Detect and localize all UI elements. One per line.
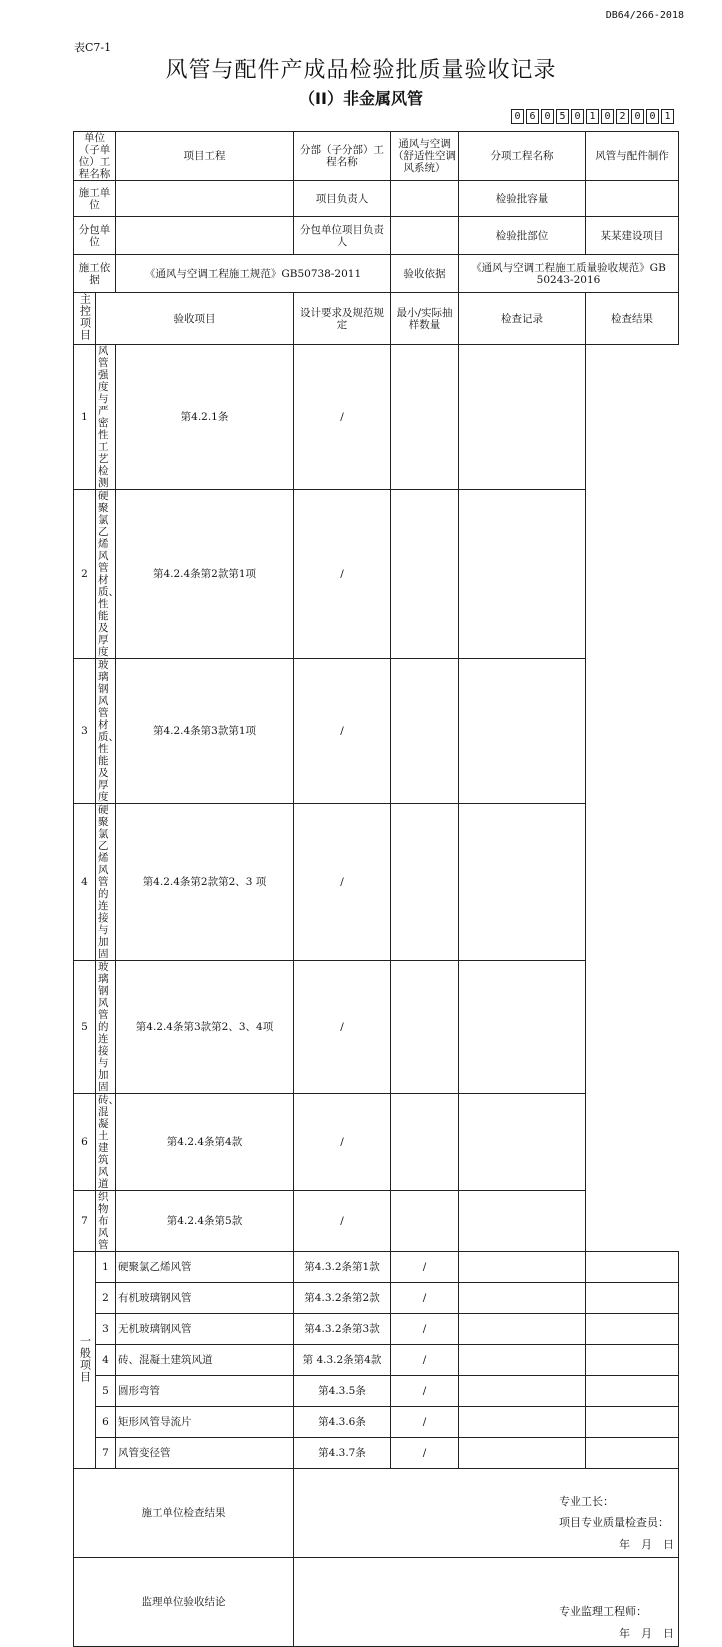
inspection-table [73, 131, 679, 1647]
pm-value[interactable] [391, 181, 459, 217]
item-name: 风管强度与严密性工艺检测 [96, 345, 116, 490]
item-sample[interactable]: / [391, 1283, 459, 1314]
table-row [74, 804, 679, 961]
item-sample[interactable]: / [294, 1094, 391, 1191]
item-number: 6 [96, 1407, 116, 1438]
item-result[interactable] [586, 1345, 679, 1376]
item-number: 3 [74, 659, 96, 804]
table-row [74, 1094, 679, 1191]
item-number: 3 [96, 1314, 116, 1345]
basis-label: 施工依据 [74, 255, 116, 293]
code-digit: 0 [571, 109, 584, 124]
item-sample[interactable]: / [391, 1438, 459, 1469]
code-digit: 0 [631, 109, 644, 124]
item-number: 4 [96, 1345, 116, 1376]
item-number: 2 [74, 490, 96, 659]
item-name: 矩形风管导流片 [116, 1407, 294, 1438]
main-items-label: 主控项目 [74, 293, 96, 345]
table-row [74, 1438, 679, 1469]
code-digit: 5 [556, 109, 569, 124]
item-result[interactable] [459, 659, 586, 804]
item-record[interactable] [459, 1376, 586, 1407]
item-record[interactable] [391, 345, 459, 490]
general-items-label: 一般项目 [74, 1252, 96, 1469]
item-name: 玻璃钢风管的连接与加固 [96, 961, 116, 1094]
item-label: 分项工程名称 [459, 132, 586, 181]
table-row [74, 659, 679, 804]
item-result[interactable] [459, 490, 586, 659]
code-digit: 0 [646, 109, 659, 124]
supervision-area[interactable] [294, 1558, 679, 1647]
col-sample-header: 最小/实际抽样数量 [391, 293, 459, 345]
code-digit: 0 [541, 109, 554, 124]
code-digit: 0 [601, 109, 614, 124]
item-number: 7 [96, 1438, 116, 1469]
item-sample[interactable]: / [294, 659, 391, 804]
item-record[interactable] [391, 490, 459, 659]
accept-basis-label: 验收依据 [391, 255, 459, 293]
item-record[interactable] [459, 1438, 586, 1469]
form-number: 表C7-1 [74, 41, 112, 54]
page-subtitle: （II）非金属风管 [299, 89, 423, 108]
item-name: 硬聚氯乙烯风管 [116, 1252, 294, 1283]
code-digit: 6 [526, 109, 539, 124]
item-name: 织物布风管 [96, 1191, 116, 1252]
item-result[interactable] [586, 1407, 679, 1438]
col-design-header: 设计要求及规范规定 [294, 293, 391, 345]
table-row [74, 1376, 679, 1407]
item-spec: 第4.2.4条第3款第1项 [116, 659, 294, 804]
construct-value[interactable] [116, 181, 294, 217]
code-boxes [509, 109, 674, 124]
item-name: 圆形弯管 [116, 1376, 294, 1407]
item-record[interactable] [459, 1407, 586, 1438]
item-result[interactable] [459, 804, 586, 961]
item-sample[interactable]: / [391, 1407, 459, 1438]
item-spec: 第4.3.2条第3款 [294, 1314, 391, 1345]
item-result[interactable] [586, 1438, 679, 1469]
item-value[interactable]: 风管与配件制作 [586, 132, 679, 181]
item-sample[interactable]: / [294, 1191, 391, 1252]
accept-basis-value: 《通风与空调工程施工质量验收规范》GB 50243-2016 [459, 255, 679, 293]
item-name: 砖、混凝土建筑风道 [96, 1094, 116, 1191]
basis-value: 《通风与空调工程施工规范》GB50738-2011 [116, 255, 391, 293]
item-number: 2 [96, 1283, 116, 1314]
table-row [74, 1345, 679, 1376]
subcontract-value[interactable] [116, 217, 294, 255]
item-number: 7 [74, 1191, 96, 1252]
unit-label: 单位（子单位）工程名称 [74, 132, 116, 181]
subpm-value[interactable] [391, 217, 459, 255]
item-record[interactable] [391, 1191, 459, 1252]
item-spec: 第4.2.1条 [116, 345, 294, 490]
item-number: 6 [74, 1094, 96, 1191]
item-spec: 第4.3.7条 [294, 1438, 391, 1469]
item-result[interactable] [459, 961, 586, 1094]
pm-label: 项目负责人 [294, 181, 391, 217]
code-digit: 0 [511, 109, 524, 124]
table-row [74, 1407, 679, 1438]
sub-label: 分部（子分部）工程名称 [294, 132, 391, 181]
item-number: 4 [74, 804, 96, 961]
table-row [74, 1252, 679, 1283]
item-spec: 第4.2.4条第2款第2、3 项 [116, 804, 294, 961]
item-result[interactable] [586, 1376, 679, 1407]
item-spec: 第 4.3.2条第4款 [294, 1345, 391, 1376]
item-spec: 第4.2.4条第5款 [116, 1191, 294, 1252]
item-spec: 第4.2.4条第2款第1项 [116, 490, 294, 659]
item-result[interactable] [459, 345, 586, 490]
document-number: DB64/266-2018 [605, 10, 684, 21]
table-row [74, 345, 679, 490]
code-digit: 1 [586, 109, 599, 124]
item-sample[interactable]: / [391, 1252, 459, 1283]
supervision-date: 年 月 日 [619, 1627, 674, 1640]
code-digit: 1 [661, 109, 674, 124]
construct-check-area[interactable] [294, 1469, 679, 1558]
item-name: 风管变径管 [116, 1438, 294, 1469]
item-number: 5 [74, 961, 96, 1094]
batch-cap-value[interactable] [586, 181, 679, 217]
construct-label: 施工单位 [74, 181, 116, 217]
item-number: 5 [96, 1376, 116, 1407]
col-record-header: 检查记录 [459, 293, 586, 345]
item-spec: 第4.2.4条第3款第2、3、4项 [116, 961, 294, 1094]
table-row [74, 1191, 679, 1252]
item-spec: 第4.3.2条第2款 [294, 1283, 391, 1314]
unit-value[interactable]: 项目工程 [116, 132, 294, 181]
engineer-label: 专业监理工程师： [559, 1605, 647, 1618]
subpm-label: 分包单位项目负责人 [294, 217, 391, 255]
item-name: 有机玻璃钢风管 [116, 1283, 294, 1314]
foreman-label: 专业工长： [559, 1495, 614, 1508]
table-row [74, 1314, 679, 1345]
batch-cap-label: 检验批容量 [459, 181, 586, 217]
item-number: 1 [96, 1252, 116, 1283]
item-name: 无机玻璃钢风管 [116, 1314, 294, 1345]
item-sample[interactable]: / [391, 1376, 459, 1407]
item-sample[interactable]: / [294, 804, 391, 961]
item-sample[interactable]: / [391, 1345, 459, 1376]
item-result[interactable] [459, 1191, 586, 1252]
item-spec: 第4.3.2条第1款 [294, 1252, 391, 1283]
col-item-header: 验收项目 [96, 293, 294, 345]
item-spec: 第4.3.6条 [294, 1407, 391, 1438]
item-name: 硬聚氯乙烯风管的连接与加固 [96, 804, 116, 961]
item-record[interactable] [391, 804, 459, 961]
item-record[interactable] [459, 1314, 586, 1345]
item-record[interactable] [459, 1252, 586, 1283]
table-row [74, 1283, 679, 1314]
construct-check-label: 施工单位检查结果 [74, 1469, 294, 1558]
inspector-label: 项目专业质量检查员： [559, 1516, 669, 1529]
item-sample[interactable]: / [294, 961, 391, 1094]
construct-date: 年 月 日 [619, 1538, 674, 1551]
item-spec: 第4.3.5条 [294, 1376, 391, 1407]
item-sample[interactable]: / [294, 345, 391, 490]
item-record[interactable] [391, 961, 459, 1094]
col-result-header: 检查结果 [586, 293, 679, 345]
item-result[interactable] [586, 1314, 679, 1345]
item-result[interactable] [586, 1283, 679, 1314]
item-record[interactable] [391, 1094, 459, 1191]
item-record[interactable] [459, 1345, 586, 1376]
code-digit: 2 [616, 109, 629, 124]
table-row [74, 961, 679, 1094]
item-name: 硬聚氯乙烯风管材质、性能及厚度 [96, 490, 116, 659]
subcontract-label: 分包单位 [74, 217, 116, 255]
batch-loc-label: 检验批部位 [459, 217, 586, 255]
item-result[interactable] [459, 1094, 586, 1191]
supervision-label: 监理单位验收结论 [74, 1558, 294, 1647]
sub-value[interactable]: 通风与空调（舒适性空调风系统） [391, 132, 459, 181]
item-name: 玻璃钢风管材质、性能及厚度 [96, 659, 116, 804]
page-title: 风管与配件产成品检验批质量验收记录 [165, 58, 557, 83]
item-record[interactable] [391, 659, 459, 804]
item-sample[interactable]: / [391, 1314, 459, 1345]
item-record[interactable] [459, 1283, 586, 1314]
item-number: 1 [74, 345, 96, 490]
item-spec: 第4.2.4条第4款 [116, 1094, 294, 1191]
item-result[interactable] [586, 1252, 679, 1283]
item-sample[interactable]: / [294, 490, 391, 659]
table-row [74, 490, 679, 659]
batch-loc-value[interactable]: 某某建设项目 [586, 217, 679, 255]
item-name: 砖、混凝土建筑风道 [116, 1345, 294, 1376]
